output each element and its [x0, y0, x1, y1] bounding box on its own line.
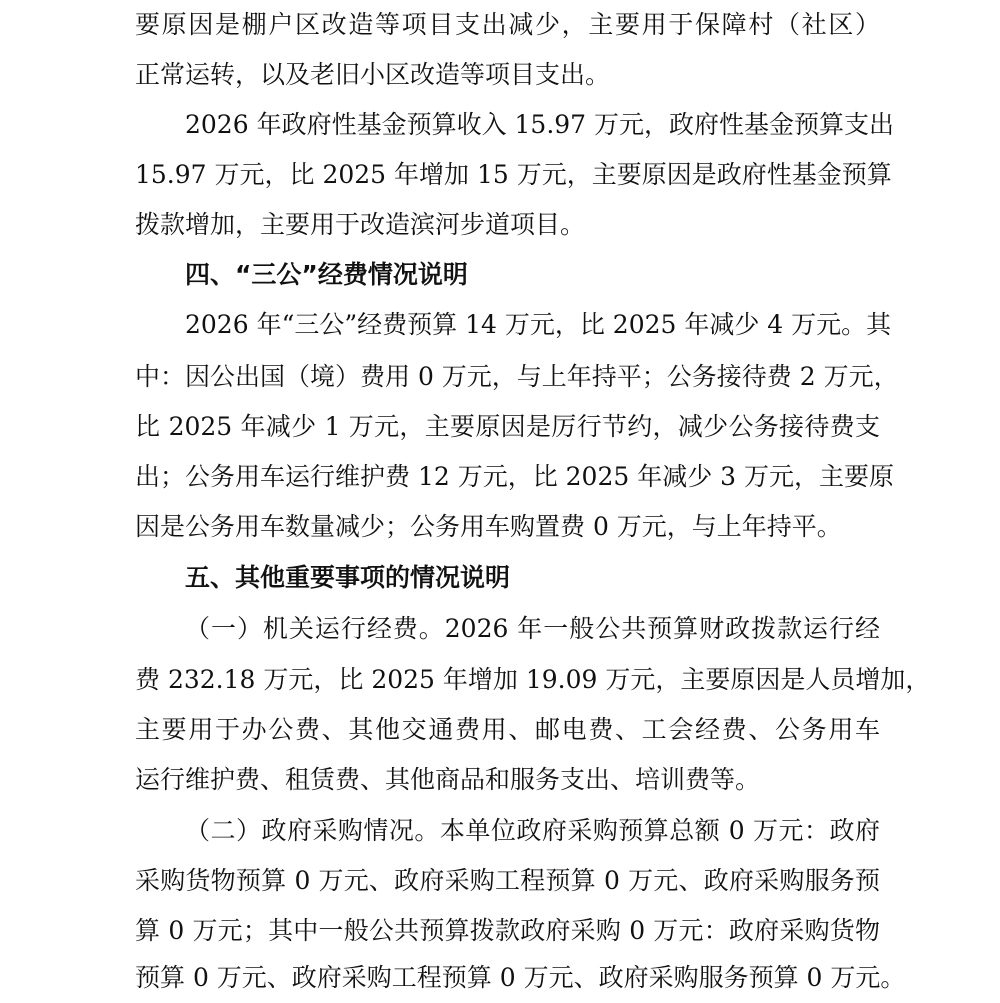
section-heading-other-matters: 五、其他重要事项的情况说明 [185, 563, 511, 592]
paragraph-line: 算 0 万元；其中一般公共预算拨款政府采购 0 万元：政府采购货物 [135, 916, 880, 945]
paragraph-line: 预算 0 万元、政府采购工程预算 0 万元、政府采购服务预算 0 万元。 [135, 963, 906, 992]
paragraph-line: 因是公务用车数量减少；公务用车购置费 0 万元，与上年持平。 [135, 512, 842, 541]
paragraph-line: 拨款增加，主要用于改造滨河步道项目。 [135, 210, 586, 239]
paragraph-line: 运行维护费、租赁费、其他商品和服务支出、培训费等。 [135, 765, 761, 794]
paragraph-line: 比 2025 年减少 1 万元，主要原因是厉行节约，减少公务接待费支 [135, 412, 880, 441]
paragraph-line: （二）政府采购情况。本单位政府采购预算总额 0 万元：政府 [185, 816, 880, 845]
paragraph-line: 采购货物预算 0 万元、政府采购工程预算 0 万元、政府采购服务预 [135, 866, 880, 895]
paragraph-line: 出；公务用车运行维护费 12 万元，比 2025 年减少 3 万元，主要原 [135, 462, 895, 491]
paragraph-line: （一）机关运行经费。2026 年一般公共预算财政拨款运行经 [185, 614, 880, 643]
paragraph-line: 中：因公出国（境）费用 0 万元，与上年持平；公务接待费 2 万元， [135, 362, 899, 391]
paragraph-line: 要原因是棚户区改造等项目支出减少，主要用于保障村（社区） [135, 10, 880, 39]
paragraph-line: 正常运转，以及老旧小区改造等项目支出。 [135, 60, 611, 89]
paragraph-line: 2026 年政府性基金预算收入 15.97 万元，政府性基金预算支出 [185, 110, 895, 139]
paragraph-line: 费 232.18 万元，比 2025 年增加 19.09 万元，主要原因是人员增加， [135, 665, 931, 694]
section-heading-three-public: 四、“三公”经费情况说明 [185, 260, 468, 289]
paragraph-line: 15.97 万元，比 2025 年增加 15 万元，主要原因是政府性基金预算 [135, 160, 892, 189]
paragraph-line: 2026 年“三公”经费预算 14 万元，比 2025 年减少 4 万元。其 [185, 310, 892, 339]
paragraph-line: 主要用于办公费、其他交通费用、邮电费、工会经费、公务用车 [135, 715, 880, 744]
document-page [135, 0, 931, 1003]
